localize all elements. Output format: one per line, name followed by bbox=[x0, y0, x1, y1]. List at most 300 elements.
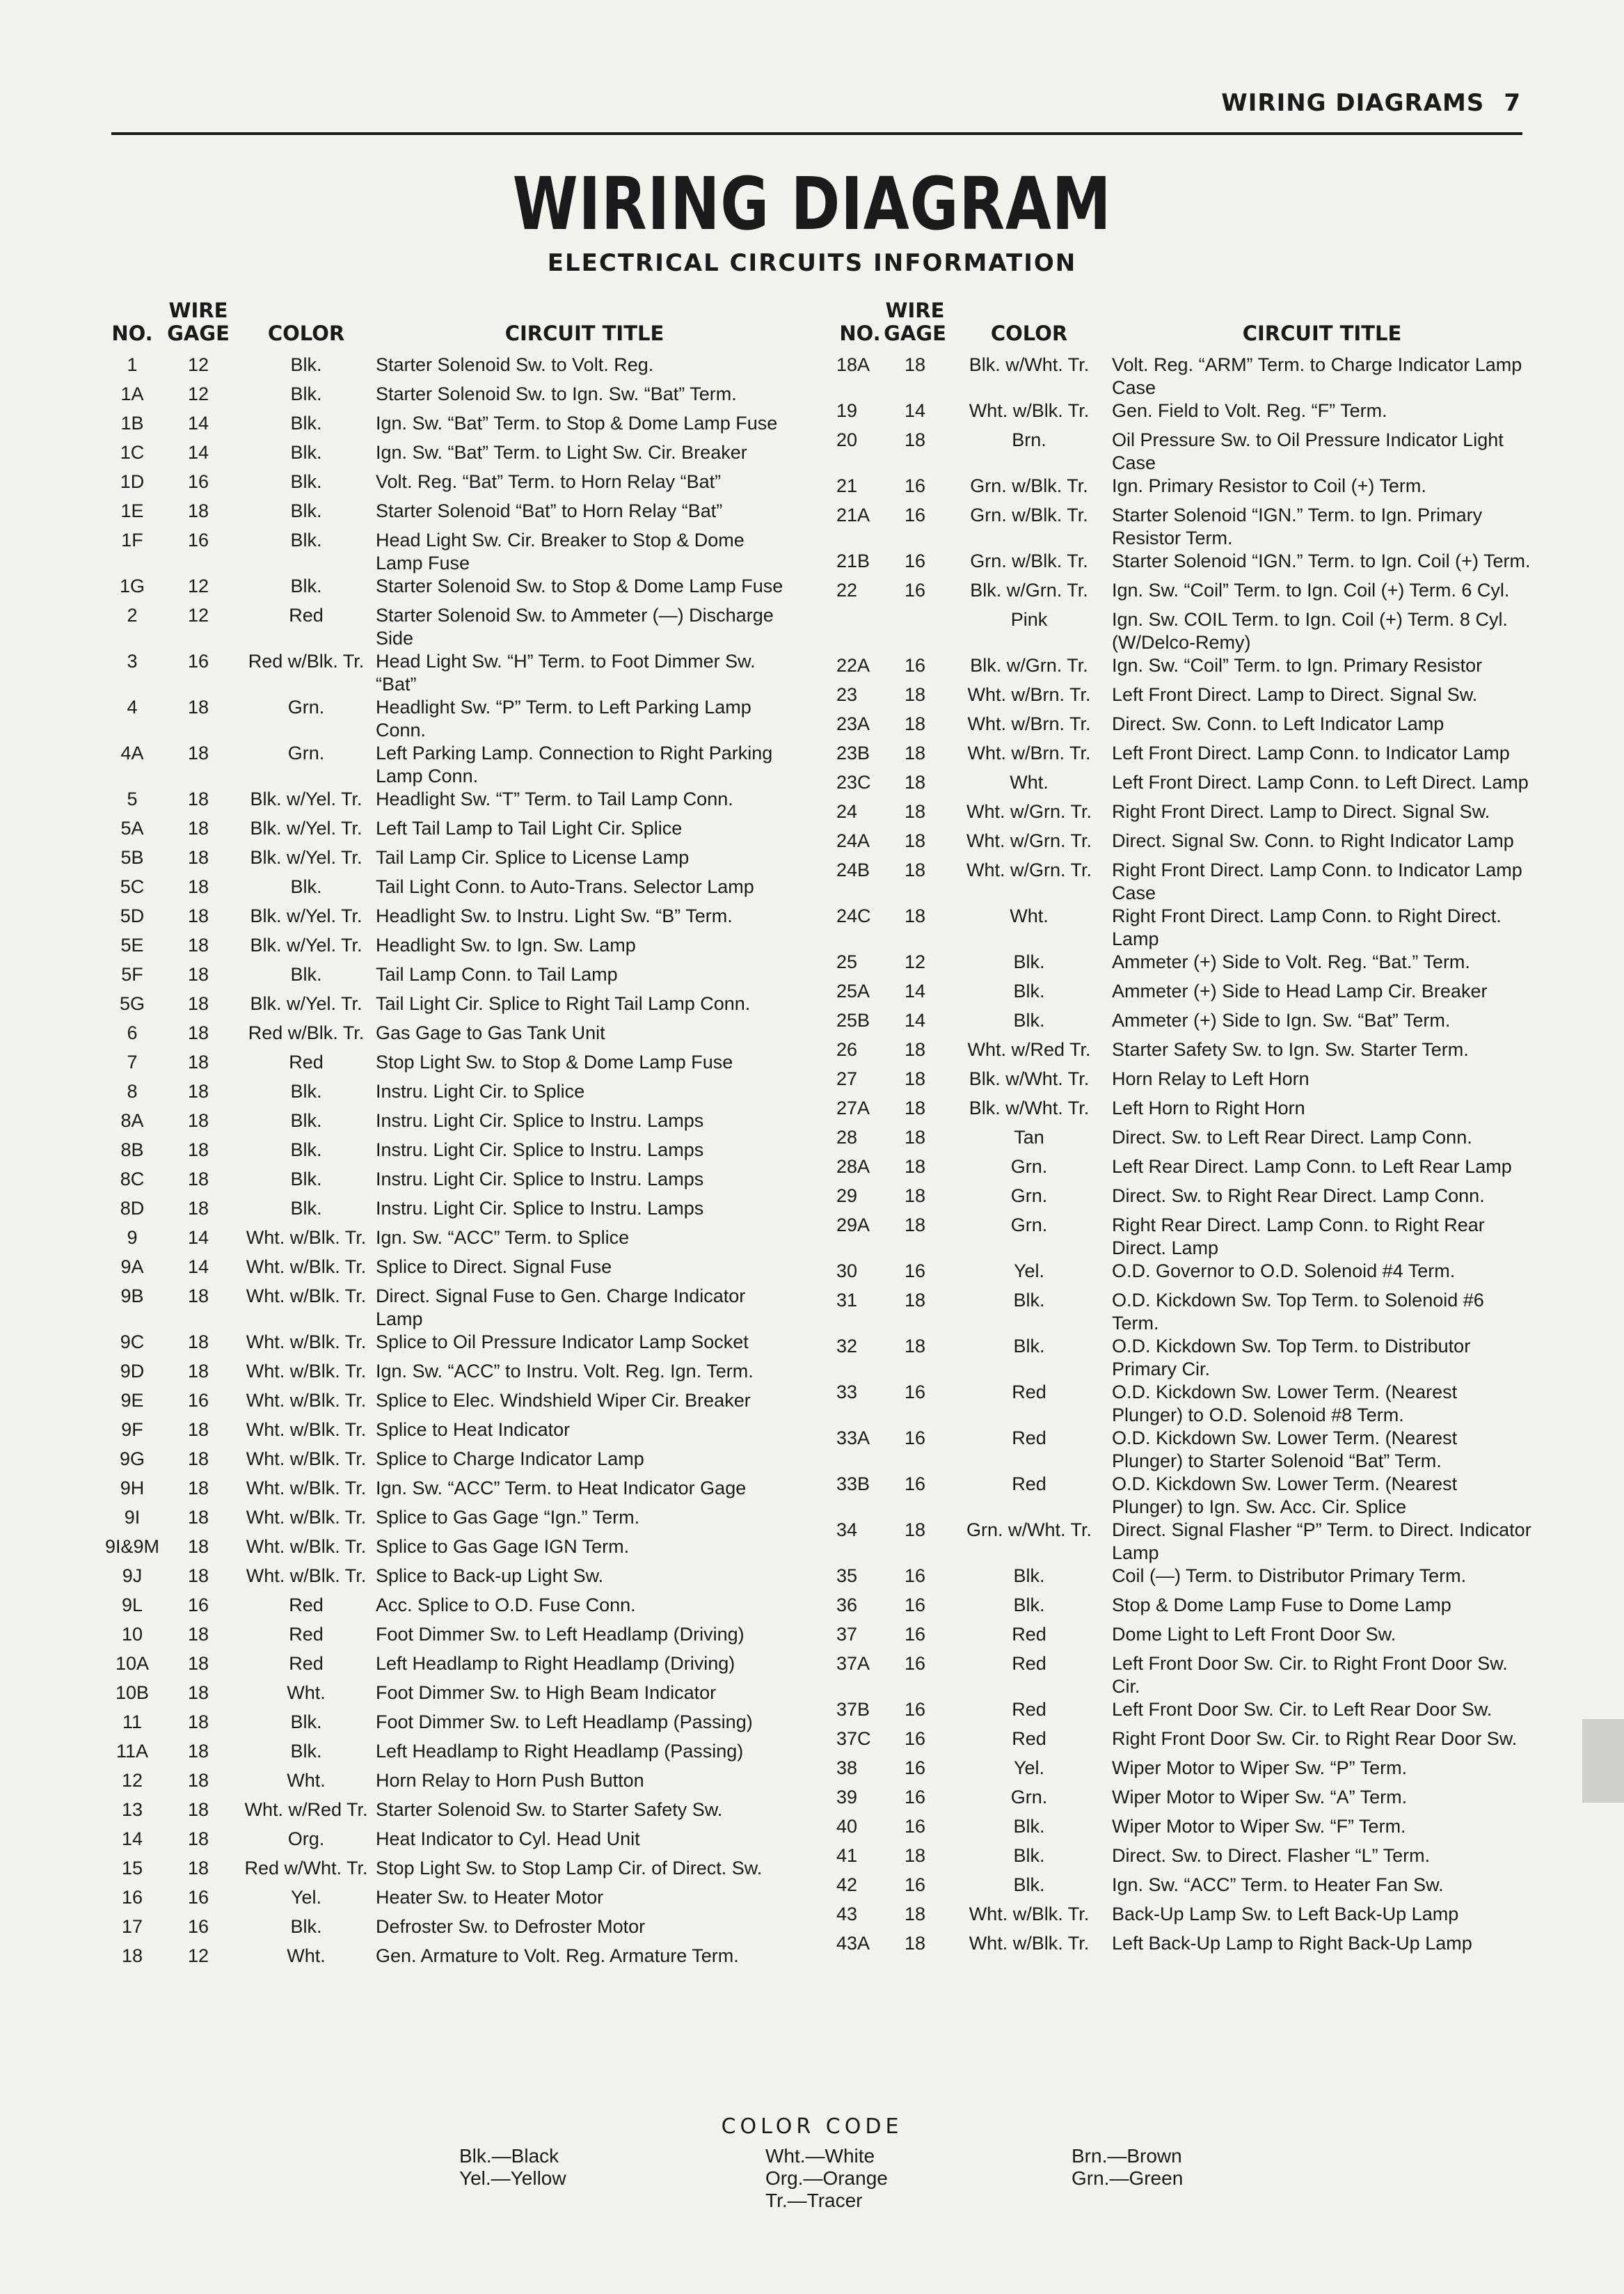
circuit-no: 1A bbox=[120, 383, 144, 404]
wire-gage: 18 bbox=[187, 935, 209, 956]
circuit-title: O.D. Kickdown Sw. Lower Term. (Nearest Plunger) to Starter Solenoid “Bat” Term. bbox=[1112, 1427, 1458, 1471]
table-row bbox=[836, 1289, 1532, 1335]
circuit-no: 37B bbox=[836, 1699, 870, 1720]
circuit-no: 21A bbox=[836, 505, 870, 525]
wire-color: Blk. w/Yel. Tr. bbox=[250, 789, 363, 809]
wire-gage: 16 bbox=[904, 1728, 926, 1749]
circuit-no: 9H bbox=[120, 1478, 145, 1498]
table-body bbox=[836, 354, 1532, 1961]
table-row bbox=[104, 1769, 793, 1798]
wire-gage: 18 bbox=[904, 860, 926, 880]
wire-gage: 16 bbox=[904, 1816, 926, 1837]
wire-gage: 18 bbox=[904, 743, 926, 764]
table-row bbox=[836, 354, 1532, 400]
circuit-title: Wiper Motor to Wiper Sw. “F” Term. bbox=[1112, 1816, 1406, 1837]
table-row bbox=[104, 1535, 793, 1565]
table-row bbox=[104, 817, 793, 846]
wire-gage: 18 bbox=[187, 1653, 209, 1674]
circuit-title: Foot Dimmer Sw. to Left Headlamp (Passing) bbox=[376, 1711, 753, 1732]
wire-color: Blk. bbox=[1013, 1290, 1045, 1311]
wire-gage: 16 bbox=[904, 1787, 926, 1807]
circuit-title: Ign. Sw. “Coil” Term. to Ign. Coil (+) Term. 6 Cyl. bbox=[1112, 580, 1510, 601]
wire-gage: 18 bbox=[187, 1169, 209, 1189]
circuit-title: Dome Light to Left Front Door Sw. bbox=[1112, 1624, 1396, 1645]
circuit-no: 16 bbox=[121, 1887, 143, 1908]
circuit-no: 1 bbox=[127, 354, 138, 375]
wire-gage: 14 bbox=[904, 981, 926, 1002]
table-row bbox=[836, 1214, 1532, 1260]
circuit-title: Starter Solenoid Sw. to Ammeter (—) Discharge Side bbox=[376, 605, 774, 649]
circuit-title: Foot Dimmer Sw. to Left Headlamp (Driving) bbox=[376, 1624, 745, 1645]
color-code-entry: Tr.—Tracer bbox=[765, 2190, 863, 2211]
circuits-table-left bbox=[104, 298, 793, 1974]
circuit-no: 10A bbox=[115, 1653, 150, 1674]
table-row bbox=[836, 504, 1532, 550]
page-title: WIRING DIAGRAM bbox=[512, 161, 1112, 246]
wire-color: Blk. bbox=[1013, 1336, 1045, 1356]
wire-color: Grn. bbox=[287, 697, 325, 718]
circuit-title: Splice to Direct. Signal Fuse bbox=[376, 1256, 612, 1277]
color-code-entry: Wht.—White bbox=[765, 2145, 875, 2167]
table-row bbox=[836, 1038, 1532, 1068]
wire-gage: 18 bbox=[904, 1336, 926, 1356]
table-row bbox=[836, 475, 1532, 504]
circuit-no: 8C bbox=[120, 1169, 145, 1189]
circuit-title: Left Back-Up Lamp to Right Back-Up Lamp bbox=[1112, 1933, 1472, 1954]
table-row bbox=[836, 830, 1532, 859]
wire-color: Red bbox=[1012, 1427, 1046, 1448]
circuit-no: 42 bbox=[836, 1874, 858, 1895]
wire-color: Wht. w/Grn. Tr. bbox=[966, 801, 1092, 822]
wire-color: Wht. w/Blk. Tr. bbox=[246, 1256, 367, 1277]
wire-color: Grn. bbox=[287, 743, 325, 764]
wire-color: Blk. w/Wht. Tr. bbox=[969, 1068, 1090, 1089]
circuit-title: Splice to Gas Gage “Ign.” Term. bbox=[376, 1507, 640, 1528]
wire-color: Red bbox=[289, 605, 324, 626]
wire-gage: 18 bbox=[187, 1022, 209, 1043]
circuit-title: Left Parking Lamp. Connection to Right Parking Lamp Conn. bbox=[376, 743, 773, 786]
circuit-no: 1G bbox=[119, 576, 145, 596]
wire-gage: 18 bbox=[904, 772, 926, 793]
circuit-title: Gas Gage to Gas Tank Unit bbox=[376, 1022, 605, 1043]
circuit-title: Right Rear Direct. Lamp Conn. to Right Rear Direct. Lamp bbox=[1112, 1215, 1485, 1258]
circuit-no: 10 bbox=[121, 1624, 143, 1645]
circuit-title: Stop Light Sw. to Stop & Dome Lamp Fuse bbox=[376, 1052, 733, 1073]
circuit-title: Direct. Sw. to Right Rear Direct. Lamp Conn. bbox=[1112, 1185, 1485, 1206]
circuit-title: Right Front Direct. Lamp to Direct. Signal Sw. bbox=[1112, 801, 1490, 822]
table-row bbox=[104, 992, 793, 1022]
wire-gage: 18 bbox=[187, 1682, 209, 1703]
wire-gage: 18 bbox=[187, 1448, 209, 1469]
table-row bbox=[104, 1418, 793, 1448]
circuit-title: Volt. Reg. “Bat” Term. to Horn Relay “Bat” bbox=[376, 471, 722, 492]
circuit-title: Ign. Sw. “Bat” Term. to Light Sw. Cir. Breaker bbox=[376, 442, 747, 463]
wire-color: Yel. bbox=[1013, 1757, 1045, 1778]
circuit-title: Headlight Sw. “P” Term. to Left Parking Lamp Conn. bbox=[376, 697, 751, 741]
circuit-title: Splice to Oil Pressure Indicator Lamp Socket bbox=[376, 1331, 749, 1352]
circuit-no: 11A bbox=[116, 1741, 149, 1762]
header-rule bbox=[111, 132, 1522, 135]
circuit-no: 5C bbox=[120, 876, 145, 897]
table-row bbox=[836, 1068, 1532, 1097]
wire-color: Wht. w/Brn. Tr. bbox=[967, 684, 1091, 705]
table-row bbox=[104, 963, 793, 992]
table-row bbox=[104, 788, 793, 817]
wire-color: Blk. bbox=[290, 576, 322, 596]
table-row bbox=[104, 650, 793, 696]
circuit-title: Ign. Sw. “ACC” Term. to Heat Indicator Gage bbox=[376, 1478, 747, 1498]
circuit-title: Head Light Sw. Cir. Breaker to Stop & Dome Lamp Fuse bbox=[376, 530, 745, 574]
table-row bbox=[836, 1009, 1532, 1038]
table-row bbox=[836, 1381, 1532, 1427]
circuit-title: Head Light Sw. “H” Term. to Foot Dimmer Sw. “Bat” bbox=[376, 651, 756, 695]
circuit-title: Tail Lamp Cir. Splice to License Lamp bbox=[376, 847, 690, 868]
circuit-title: Instru. Light Cir. Splice to Instru. Lamps bbox=[376, 1110, 704, 1131]
wire-color: Wht. bbox=[287, 1770, 326, 1791]
circuit-no: 13 bbox=[121, 1799, 143, 1820]
circuit-title: Direct. Signal Flasher “P” Term. to Direct. Indicator Lamp bbox=[1112, 1519, 1531, 1563]
wire-color: Blk. bbox=[1013, 1010, 1045, 1031]
wire-gage: 16 bbox=[187, 651, 209, 672]
color-code-grid bbox=[0, 2145, 1624, 2222]
wire-gage: 14 bbox=[904, 1010, 926, 1031]
table-row bbox=[104, 742, 793, 788]
circuit-no: 24A bbox=[836, 830, 870, 851]
table-header bbox=[836, 298, 1532, 345]
circuit-title: O.D. Kickdown Sw. Top Term. to Solenoid #6 Term. bbox=[1112, 1290, 1484, 1334]
circuit-no: 22A bbox=[836, 655, 870, 676]
table-row bbox=[836, 713, 1532, 742]
circuit-title: Ign. Sw. “ACC” Term. to Heater Fan Sw. bbox=[1112, 1874, 1444, 1895]
circuit-no: 34 bbox=[836, 1519, 858, 1540]
circuit-no: 36 bbox=[836, 1595, 858, 1615]
wire-color: Blk. w/Wht. Tr. bbox=[969, 354, 1090, 375]
wire-color: Wht. w/Blk. Tr. bbox=[246, 1565, 367, 1586]
wire-gage: 18 bbox=[187, 1361, 209, 1382]
table-row bbox=[104, 1857, 793, 1886]
table-row bbox=[104, 1389, 793, 1418]
wire-color: Red bbox=[1012, 1473, 1046, 1494]
wire-gage: 18 bbox=[187, 1419, 209, 1440]
wire-color: Wht. w/Blk. Tr. bbox=[246, 1227, 367, 1248]
circuit-title: Starter Solenoid Sw. to Stop & Dome Lamp Fuse bbox=[376, 576, 783, 596]
table-row bbox=[104, 1331, 793, 1360]
circuit-no: 5D bbox=[120, 905, 145, 926]
wire-gage: 16 bbox=[904, 1595, 926, 1615]
wire-color: Wht. w/Red Tr. bbox=[244, 1799, 368, 1820]
circuit-no: 35 bbox=[836, 1565, 858, 1586]
wire-color: Wht. w/Blk. Tr. bbox=[969, 1904, 1090, 1924]
circuit-no: 9L bbox=[121, 1595, 143, 1615]
table-row bbox=[836, 771, 1532, 800]
wire-gage: 14 bbox=[904, 400, 926, 421]
wire-color: Wht. bbox=[287, 1945, 326, 1966]
wire-color: Wht. w/Blk. Tr. bbox=[246, 1331, 367, 1352]
table-row bbox=[836, 1623, 1532, 1652]
wire-gage: 16 bbox=[904, 1874, 926, 1895]
circuit-no: 5F bbox=[121, 964, 143, 985]
wire-gage: 18 bbox=[187, 743, 209, 764]
table-row bbox=[836, 429, 1532, 475]
wire-color: Org. bbox=[287, 1828, 325, 1849]
header-title: CIRCUIT TITLE bbox=[504, 322, 664, 345]
circuit-no: 5A bbox=[120, 818, 144, 839]
table-row bbox=[104, 575, 793, 604]
table-row bbox=[836, 1126, 1532, 1155]
circuit-no: 43A bbox=[836, 1933, 870, 1954]
circuit-title: O.D. Governor to O.D. Solenoid #4 Term. bbox=[1112, 1260, 1456, 1281]
color-code-entry: Brn.—Brown bbox=[1072, 2145, 1182, 2167]
table-row bbox=[836, 1519, 1532, 1565]
wire-color: Blk. bbox=[1013, 1816, 1045, 1837]
circuit-title: Headlight Sw. to Instru. Light Sw. “B” Term. bbox=[376, 905, 733, 926]
wire-gage: 16 bbox=[904, 1699, 926, 1720]
circuit-no: 19 bbox=[836, 400, 858, 421]
circuit-title: Ammeter (+) Side to Ign. Sw. “Bat” Term. bbox=[1112, 1010, 1451, 1031]
table-row bbox=[836, 1594, 1532, 1623]
circuit-no: 31 bbox=[836, 1290, 858, 1311]
wire-gage: 18 bbox=[187, 818, 209, 839]
circuit-no: 2 bbox=[127, 605, 138, 626]
wire-gage: 16 bbox=[904, 1260, 926, 1281]
wire-color: Yel. bbox=[290, 1887, 322, 1908]
circuit-no: 9I&9M bbox=[104, 1536, 160, 1557]
wire-gage: 16 bbox=[904, 1473, 926, 1494]
wire-color: Blk. bbox=[290, 1169, 322, 1189]
circuit-title: Direct. Sw. to Direct. Flasher “L” Term. bbox=[1112, 1845, 1431, 1866]
circuit-no: 25A bbox=[836, 981, 870, 1002]
wire-color: Blk. bbox=[1013, 1565, 1045, 1586]
wire-color: Blk. bbox=[290, 1110, 322, 1131]
circuit-no: 1B bbox=[120, 413, 144, 434]
wire-gage: 16 bbox=[187, 1916, 209, 1937]
wire-color: Grn. w/Blk. Tr. bbox=[970, 551, 1088, 571]
wire-color: Wht. w/Blk. Tr. bbox=[969, 1933, 1090, 1954]
circuit-title: Starter Solenoid Sw. to Starter Safety Sw. bbox=[376, 1799, 723, 1820]
circuit-no: 29A bbox=[836, 1215, 870, 1235]
wire-gage: 16 bbox=[187, 1887, 209, 1908]
table-header bbox=[104, 298, 793, 345]
circuit-no: 3 bbox=[127, 651, 138, 672]
circuit-title: Splice to Back-up Light Sw. bbox=[376, 1565, 604, 1586]
wire-color: Grn. bbox=[1010, 1185, 1048, 1206]
wire-color: Pink bbox=[1010, 609, 1048, 630]
table-row bbox=[836, 1427, 1532, 1473]
color-code bbox=[0, 2116, 1624, 2222]
wire-gage: 12 bbox=[187, 605, 209, 626]
table-row bbox=[104, 1945, 793, 1974]
color-code-entry: Org.—Orange bbox=[765, 2167, 888, 2189]
circuit-title: Direct. Signal Fuse to Gen. Charge Indicator Lamp bbox=[376, 1286, 746, 1329]
circuit-no: 18 bbox=[121, 1945, 143, 1966]
wire-gage: 18 bbox=[187, 1711, 209, 1732]
table-row bbox=[104, 1740, 793, 1769]
table-row bbox=[104, 1360, 793, 1389]
wire-gage: 18 bbox=[904, 830, 926, 851]
circuit-no: 8A bbox=[120, 1110, 144, 1131]
wire-color: Blk. bbox=[290, 1081, 322, 1102]
circuit-title: Direct. Sw. Conn. to Left Indicator Lamp bbox=[1112, 713, 1444, 734]
circuit-title: Headlight Sw. “T” Term. to Tail Lamp Conn. bbox=[376, 789, 733, 809]
wire-color: Grn. w/Blk. Tr. bbox=[970, 475, 1088, 496]
wire-gage: 16 bbox=[187, 471, 209, 492]
wire-gage: 18 bbox=[904, 429, 926, 450]
wire-color: Wht. w/Blk. Tr. bbox=[246, 1286, 367, 1306]
color-code-entry: Blk.—Black bbox=[459, 2145, 559, 2167]
circuit-no: 29 bbox=[836, 1185, 858, 1206]
circuit-no: 7 bbox=[127, 1052, 138, 1073]
wire-gage: 18 bbox=[904, 1156, 926, 1177]
wire-color: Grn. bbox=[1010, 1156, 1048, 1177]
wire-gage: 18 bbox=[187, 1828, 209, 1849]
wire-gage: 14 bbox=[187, 1256, 209, 1277]
wire-gage: 14 bbox=[187, 1227, 209, 1248]
table-row bbox=[104, 1915, 793, 1945]
circuit-no: 14 bbox=[121, 1828, 143, 1849]
wire-gage: 14 bbox=[187, 442, 209, 463]
table-row bbox=[104, 1623, 793, 1652]
wire-gage: 18 bbox=[187, 876, 209, 897]
table-row bbox=[836, 742, 1532, 771]
wire-gage: 16 bbox=[904, 1427, 926, 1448]
wire-gage: 16 bbox=[904, 1653, 926, 1674]
circuit-title: Direct. Sw. to Left Rear Direct. Lamp Conn. bbox=[1112, 1127, 1472, 1148]
wire-gage: 16 bbox=[904, 1757, 926, 1778]
circuit-title: Ign. Sw. “Coil” Term. to Ign. Primary Resistor bbox=[1112, 655, 1483, 676]
circuit-no: 9A bbox=[120, 1256, 144, 1277]
header-color: COLOR bbox=[990, 322, 1068, 345]
circuit-title: Foot Dimmer Sw. to High Beam Indicator bbox=[376, 1682, 717, 1703]
table-row bbox=[104, 1448, 793, 1477]
wire-color: Grn. bbox=[1010, 1787, 1048, 1807]
table-row bbox=[836, 1844, 1532, 1874]
header-gage: WIRE GAGE bbox=[167, 299, 230, 345]
circuit-title: Splice to Heat Indicator bbox=[376, 1419, 571, 1440]
wire-gage: 18 bbox=[187, 1770, 209, 1791]
wire-gage: 16 bbox=[904, 580, 926, 601]
wire-color: Blk. bbox=[290, 442, 322, 463]
header-no: NO. bbox=[839, 322, 881, 345]
table-row bbox=[836, 1097, 1532, 1126]
circuit-title: Left Front Direct. Lamp to Direct. Signal Sw. bbox=[1112, 684, 1478, 705]
wire-color: Red w/Blk. Tr. bbox=[248, 651, 365, 672]
circuit-no: 12 bbox=[121, 1770, 143, 1791]
table-row bbox=[104, 934, 793, 963]
wire-gage: 18 bbox=[187, 993, 209, 1014]
circuit-title: Ign. Primary Resistor to Coil (+) Term. bbox=[1112, 475, 1426, 496]
circuit-title: Instru. Light Cir. Splice to Instru. Lamps bbox=[376, 1198, 704, 1219]
circuit-no: 37 bbox=[836, 1624, 858, 1645]
wire-color: Wht. w/Blk. Tr. bbox=[246, 1390, 367, 1411]
circuit-no: 8D bbox=[120, 1198, 145, 1219]
circuit-title: O.D. Kickdown Sw. Lower Term. (Nearest Plunger) to O.D. Solenoid #8 Term. bbox=[1112, 1382, 1458, 1425]
circuit-title: Defroster Sw. to Defroster Motor bbox=[376, 1916, 646, 1937]
wire-color: Blk. w/Yel. Tr. bbox=[250, 993, 363, 1014]
wire-gage: 14 bbox=[187, 413, 209, 434]
circuit-no: 15 bbox=[121, 1858, 143, 1878]
table-row bbox=[836, 905, 1532, 951]
table-row bbox=[836, 951, 1532, 980]
circuit-no: 32 bbox=[836, 1336, 858, 1356]
circuit-no: 25B bbox=[836, 1010, 870, 1031]
table-row bbox=[104, 1828, 793, 1857]
circuit-title: Wiper Motor to Wiper Sw. “A” Term. bbox=[1112, 1787, 1408, 1807]
circuit-no: 6 bbox=[127, 1022, 138, 1043]
circuit-title: O.D. Kickdown Sw. Top Term. to Distributor Primary Cir. bbox=[1112, 1336, 1471, 1379]
circuit-no: 21B bbox=[836, 551, 870, 571]
table-row bbox=[104, 604, 793, 650]
circuit-title: Stop & Dome Lamp Fuse to Dome Lamp bbox=[1112, 1595, 1451, 1615]
table-row bbox=[104, 1109, 793, 1139]
circuit-title: Ign. Sw. “Bat” Term. to Stop & Dome Lamp Fuse bbox=[376, 413, 778, 434]
wire-color: Wht. w/Blk. Tr. bbox=[246, 1361, 367, 1382]
table-row bbox=[104, 1798, 793, 1828]
circuit-no: 24C bbox=[836, 905, 871, 926]
circuit-title: Volt. Reg. “ARM” Term. to Charge Indicator Lamp Case bbox=[1112, 354, 1522, 398]
circuit-title: Starter Solenoid “Bat” to Horn Relay “Bat” bbox=[376, 500, 723, 521]
wire-color: Blk. bbox=[290, 1198, 322, 1219]
circuit-title: Left Front Door Sw. Cir. to Right Front Door Sw. Cir. bbox=[1112, 1653, 1508, 1697]
wire-color: Blk. bbox=[1013, 981, 1045, 1002]
circuit-title: Gen. Field to Volt. Reg. “F” Term. bbox=[1112, 400, 1387, 421]
wire-gage: 18 bbox=[187, 1536, 209, 1557]
wire-color: Red bbox=[1012, 1728, 1046, 1749]
wire-color: Red bbox=[289, 1624, 324, 1645]
wire-gage: 18 bbox=[187, 1081, 209, 1102]
circuit-no: 39 bbox=[836, 1787, 858, 1807]
circuit-no: 9G bbox=[119, 1448, 145, 1469]
wire-gage: 18 bbox=[904, 1039, 926, 1060]
wire-gage: 18 bbox=[187, 1052, 209, 1073]
wire-color: Blk. bbox=[290, 471, 322, 492]
table-row bbox=[104, 1682, 793, 1711]
circuit-title: Ign. Sw. “ACC” to Instru. Volt. Reg. Ign. Term. bbox=[376, 1361, 754, 1382]
table-row bbox=[836, 1565, 1532, 1594]
circuit-title: Heater Sw. to Heater Motor bbox=[376, 1887, 604, 1908]
wire-gage: 18 bbox=[904, 1068, 926, 1089]
wire-color: Grn. w/Wht. Tr. bbox=[966, 1519, 1092, 1540]
circuit-no: 27 bbox=[836, 1068, 858, 1089]
circuit-title: Coil (—) Term. to Distributor Primary Term. bbox=[1112, 1565, 1467, 1586]
wire-gage: 18 bbox=[187, 1741, 209, 1762]
circuit-no: 9C bbox=[120, 1331, 145, 1352]
table-row bbox=[836, 550, 1532, 579]
circuit-no: 24 bbox=[836, 801, 858, 822]
circuit-no: 22 bbox=[836, 580, 858, 601]
wire-color: Blk. bbox=[290, 876, 322, 897]
wire-color: Blk. w/Yel. Tr. bbox=[250, 905, 363, 926]
wire-color: Red bbox=[1012, 1382, 1046, 1402]
circuit-no: 33A bbox=[836, 1427, 870, 1448]
wire-color: Wht. w/Blk. Tr. bbox=[246, 1448, 367, 1469]
wire-color: Wht. w/Blk. Tr. bbox=[246, 1419, 367, 1440]
table-row bbox=[104, 529, 793, 575]
color-code-entry: Yel.—Yellow bbox=[459, 2167, 566, 2189]
table-row bbox=[836, 1335, 1532, 1381]
wire-gage: 16 bbox=[904, 655, 926, 676]
color-code-col bbox=[459, 2145, 566, 2190]
table-row bbox=[836, 1903, 1532, 1932]
circuit-title: Starter Solenoid Sw. to Ign. Sw. “Bat” Term. bbox=[376, 383, 737, 404]
wire-color: Wht. bbox=[287, 1682, 326, 1703]
table-row bbox=[836, 1185, 1532, 1214]
wire-gage: 12 bbox=[904, 951, 926, 972]
table-row bbox=[836, 1155, 1532, 1185]
circuit-title: Oil Pressure Sw. to Oil Pressure Indicator Light Case bbox=[1112, 429, 1504, 473]
circuits-table-right bbox=[836, 298, 1532, 1961]
wire-color: Wht. w/Grn. Tr. bbox=[966, 830, 1092, 851]
running-head bbox=[1221, 89, 1521, 117]
